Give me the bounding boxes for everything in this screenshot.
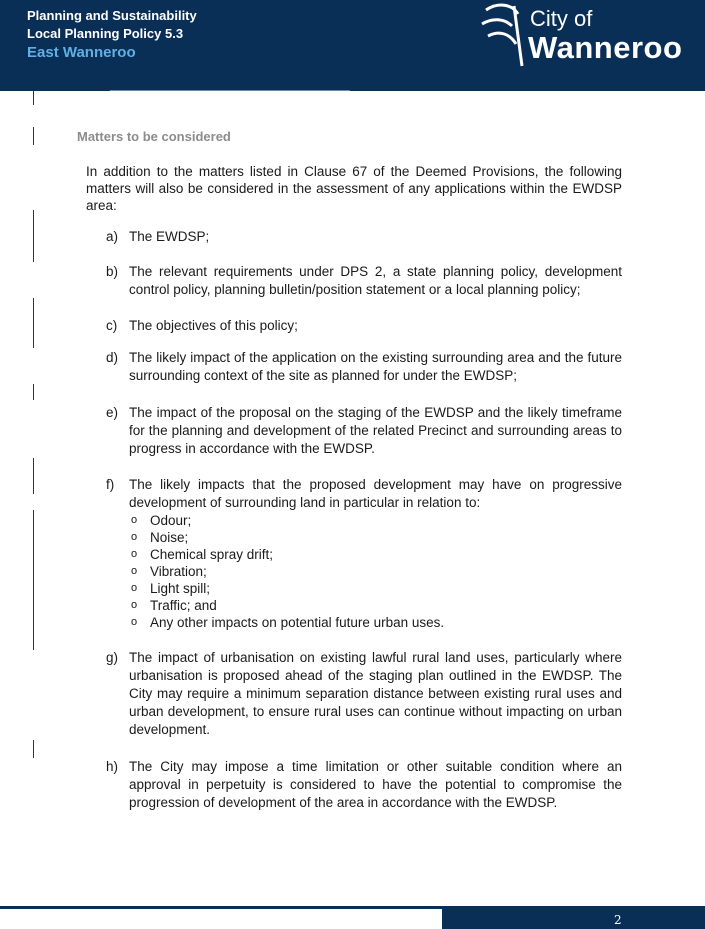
- item-text: The likely impacts that the proposed development may have on progressive development of surrounding land in particular in relation to:: [129, 477, 622, 510]
- change-bar: [33, 740, 34, 758]
- list-item: [106, 349, 622, 385]
- list-item: [106, 476, 622, 631]
- item-text: The relevant requirements under DPS 2, a state planning policy, development control policy, planning bulletin/position statement or a local planning policy;: [129, 264, 622, 297]
- sub-list-item: o Noise;: [131, 530, 189, 545]
- change-bar: [33, 91, 34, 105]
- list-item: [106, 404, 622, 458]
- item-letter: f): [106, 477, 115, 492]
- item-text: The EWDSP;: [129, 229, 210, 244]
- change-bar: [33, 458, 34, 494]
- bullet-icon: o: [131, 548, 138, 560]
- change-bar: [33, 127, 34, 145]
- item-text: The impact of the proposal on the staging of the EWDSP and the likely timeframe for the planning and development of the related Precinct and surrounding areas to progress in accordance with the EWDSP.: [129, 405, 622, 456]
- bullet-icon: o: [131, 599, 138, 611]
- bullet-icon: o: [131, 582, 138, 594]
- list-item: [106, 228, 622, 246]
- city-logo: [478, 0, 698, 74]
- list-item: [106, 758, 622, 812]
- item-letter: h): [106, 759, 119, 774]
- bullet-icon: o: [131, 531, 138, 543]
- change-bar: [33, 298, 34, 348]
- item-letter: d): [106, 350, 119, 365]
- header-divider: [110, 90, 350, 91]
- sub-list-item: o Light spill;: [131, 581, 211, 596]
- item-letter: g): [106, 650, 119, 665]
- bullet-icon: o: [131, 514, 138, 526]
- sub-list: [106, 512, 622, 631]
- page-header: [0, 0, 705, 91]
- item-letter: a): [106, 229, 119, 244]
- item-letter: b): [106, 264, 119, 279]
- item-text: The City may impose a time limitation or other suitable condition where an approval in perpetuity is considered to have the potential to compromise the progression of development of the area in accordance with the EWDSP.: [129, 759, 622, 810]
- item-text: The likely impact of the application on the existing surrounding area and the future surrounding context of the site as planned for under the EWDSP;: [129, 350, 622, 383]
- change-bar: [33, 384, 34, 400]
- list-item: [106, 263, 622, 299]
- item-text: The objectives of this policy;: [129, 318, 298, 333]
- header-department: Planning and Sustainability: [27, 8, 197, 23]
- sub-list-item: o Any other impacts on potential future urban uses.: [131, 615, 445, 630]
- item-letter: c): [106, 318, 118, 333]
- header-policy-name: East Wanneroo: [27, 44, 136, 61]
- sub-list-item: o Traffic; and: [131, 598, 217, 613]
- intro-paragraph: In addition to the matters listed in Clause 67 of the Deemed Provisions, the following matters will also be considered in the assessment of any applications within the EWDSP area:: [86, 164, 622, 213]
- footer-bar: [442, 909, 705, 929]
- item-text: The impact of urbanisation on existing lawful rural land uses, particularly where urbanisation is proposed ahead of the staging plan outlined in the EWDSP. The City may require a minimum separation distance between existing rural uses and urban development, to ensure rural uses can continue without impacting on urban development.: [129, 650, 622, 737]
- sub-list-item: o Odour;: [131, 513, 192, 528]
- item-letter: e): [106, 405, 119, 420]
- logo-city-text: City of: [530, 6, 593, 31]
- list-item: [106, 649, 622, 739]
- change-bar: [33, 210, 34, 262]
- section-heading: Matters to be considered: [77, 129, 231, 144]
- header-policy-title: Local Planning Policy 5.3: [27, 26, 184, 41]
- logo-wanneroo-text: Wanneroo: [528, 30, 683, 65]
- list-item: [106, 317, 622, 335]
- sub-list-item: o Vibration;: [131, 564, 207, 579]
- page-number: 2: [614, 913, 622, 927]
- sub-list-item: o Chemical spray drift;: [131, 547, 274, 562]
- bullet-icon: o: [131, 616, 138, 628]
- bullet-icon: o: [131, 565, 138, 577]
- change-bar: [33, 510, 34, 650]
